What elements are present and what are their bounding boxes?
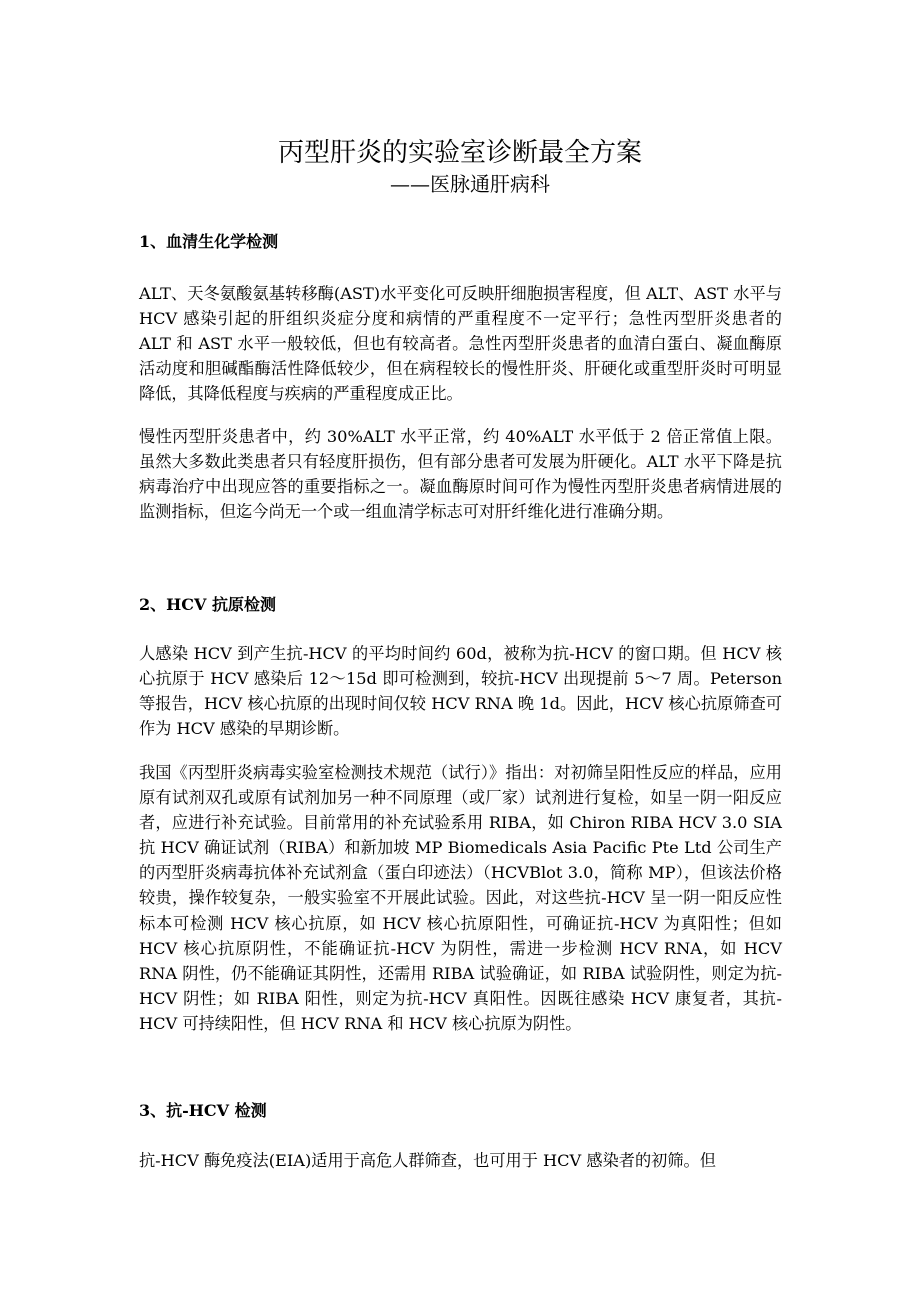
section-3-paragraph-1: 抗-HCV 酶免疫法(EIA)适用于高危人群筛查，也可用于 HCV 感染者的初筛。但 <box>139 1151 716 1170</box>
section-1-paragraph-1: ALT、天冬氨酸氨基转移酶(AST)水平变化可反映肝细胞损害程度，但 ALT、AST 水平与 HCV 感染引起的肝组织炎症分度和病情的严重程度不一定平行；急性丙型肝炎患者的 ALT 和 AST 水平一般较低，但也有较高者。急性丙型肝炎患者的血清白蛋白、凝血酶原活动度和胆碱酯酶活性降低较少，但在病程较长的慢性肝炎、肝硬化或重型肝炎时可明显降低，其降低程度与疾病的严重程度成正比。 <box>139 284 782 404</box>
page-title: 丙型肝炎的实验室诊断最全方案 <box>277 138 642 169</box>
page-subtitle: ——医脉通肝病科 <box>390 172 550 196</box>
section-2-paragraph-1: 人感染 HCV 到产生抗-HCV 的平均时间约 60d，被称为抗-HCV 的窗口期。但 HCV 核心抗原于 HCV 感染后 12～15d 即可检测到，较抗-HCV 出现提前 5～7 周。Peterson 等报告，HCV 核心抗原的出现时间仅较 HCV RNA 晚 1d。因此，HCV 核心抗原筛查可作为 HCV 感染的早期诊断。 <box>139 644 782 739</box>
section-heading-2: 2、HCV 抗原检测 <box>139 595 276 614</box>
section-heading-3: 3、抗-HCV 检测 <box>139 1101 267 1120</box>
section-heading-1: 1、血清生化学检测 <box>139 232 279 251</box>
section-2-paragraph-2: 我国《丙型肝炎病毒实验室检测技术规范（试行）》指出：对初筛呈阳性反应的样品，应用原有试剂双孔或原有试剂加另一种不同原理（或厂家）试剂进行复检，如呈一阴一阳反应者，应进行补充试验。目前常用的补充试验系用 RIBA，如 Chiron RIBA HCV 3.0 SIA 抗 HCV 确证试剂（RIBA）和新加坡 MP Biomedicals Asia Pacific Pte Ltd 公司生产的丙型肝炎病毒抗体补充试剂盒（蛋白印迹法）（HCVBlot 3.0，简称 MP），但该法价格较贵，操作较复杂，一般实验室不开展此试验。因此，对这些抗-HCV 呈一阴一阳反应性标本可检测 HCV 核心抗原，如 HCV 核心抗原阳性，可确证抗-HCV 为真阳性；但如 HCV 核心抗原阴性，不能确证抗-HCV 为阴性，需进一步检测 HCV RNA，如 HCV RNA 阴性，仍不能确证其阴性，还需用 RIBA 试验确证，如 RIBA 试验阴性，则定为抗-HCV 阴性；如 RIBA 阳性，则定为抗-HCV 真阳性。因既往感染 HCV 康复者，其抗-HCV 可持续阳性，但 HCV RNA 和 HCV 核心抗原为阴性。 <box>139 763 782 1033</box>
section-1-paragraph-2: 慢性丙型肝炎患者中，约 30%ALT 水平正常，约 40%ALT 水平低于 2 倍正常值上限。虽然大多数此类患者只有轻度肝损伤，但有部分患者可发展为肝硬化。ALT 水平下降是抗病毒治疗中出现应答的重要指标之一。凝血酶原时间可作为慢性丙型肝炎患者病情进展的监测指标，但迄今尚无一个或一组血清学标志可对肝纤维化进行准确分期。 <box>139 427 782 522</box>
